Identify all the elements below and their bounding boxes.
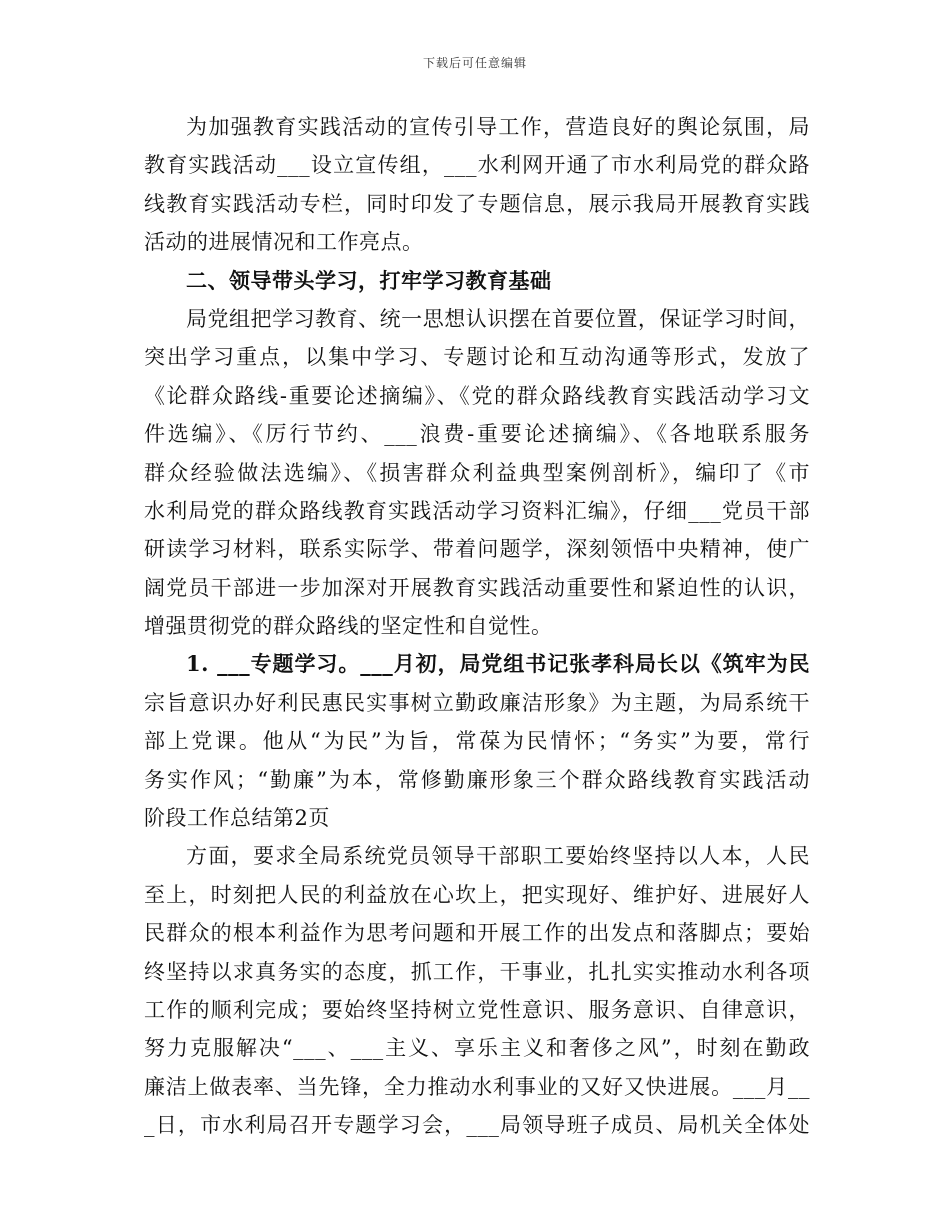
text-line: _日，市水利局召开专题学习会，___局领导班子成员、局机关全体处 [144,1113,810,1138]
text-line: 为加强教育实践活动的宣传引导工作，营造良好的舆论氛围，局 [186,115,810,139]
section-heading: 二、领导带头学习，打牢学习教育基础 [186,267,552,293]
text-line: 研读学习材料，联系实际学、带着问题学，深刻领悟中央精神，使广 [144,537,810,562]
text-line: 阶段工作总结第2页 [144,806,330,831]
text-line: 方面，要求全局系统党员领导干部职工要始终坚持以人本，人民 [186,844,810,869]
text-line: 务实作风；“勤廉”为本，常修勤廉形象三个群众路线教育实践活动 [144,767,810,792]
text-line: 局党组把学习教育、统一思想认识摆在首要位置，保证学习时间， [186,306,810,331]
text-line: 群众经验做法选编》、《损害群众利益典型案例剖析》，编印了《市 [144,460,810,485]
text-line: 廉洁上做表率、当先锋，全力推动水利事业的又好又快进展。___月__ [144,1074,810,1099]
text-line: 终坚持以求真务实的态度，抓工作，干事业，扎扎实实推动水利各项 [144,959,810,984]
text-line: 部上党课。他从“为民”为旨，常葆为民情怀；“务实”为要，常行 [144,729,810,754]
text-line: 《论群众路线-重要论述摘编》、《党的群众路线教育实践活动学习文 [144,383,810,408]
text-line: 件选编》、《厉行节约、___浪费-重要论述摘编》、《各地联系服务 [144,422,810,447]
text-line: 增强贯彻党的群众路线的坚定性和自觉性。 [144,614,553,639]
text-line: 阔党员干部进一步加深对开展教育实践活动重要性和紧迫性的认识， [144,575,810,600]
document-body [144,108,810,1145]
text-line: 宗旨意识办好利民惠民实事树立勤政廉洁形象》为主题，为局系统干 [144,690,810,715]
text-line-numbered: 1. ___专题学习。___月初，局党组书记张孝科局长以《筑牢为民 [186,651,810,677]
text-line: 教育实践活动___设立宣传组，___水利网开通了市水利局党的群众路 [144,153,810,178]
text-line: 活动的进展情况和工作亮点。 [144,230,424,255]
text-line: 努力克服解决“___、___主义、享乐主义和奢侈之风”，时刻在勤政 [144,1036,810,1061]
text-line: 至上，时刻把人民的利益放在心坎上，把实现好、维护好、进展好人 [144,882,810,907]
text-line: 突出学习重点，以集中学习、专题讨论和互动沟通等形式，发放了 [144,345,810,370]
page-header: 下载后可任意编辑 [422,56,527,70]
text-line: 水利局党的群众路线教育实践活动学习资料汇编》，仔细___党员干部 [144,498,810,523]
text-line: 民群众的根本利益作为思考问题和开展工作的出发点和落脚点；要始 [144,921,810,946]
text-line: 线教育实践活动专栏，同时印发了专题信息，展示我局开展教育实践 [144,191,810,216]
text-line: 工作的顺利完成；要始终坚持树立党性意识、服务意识、自律意识， [144,997,810,1022]
